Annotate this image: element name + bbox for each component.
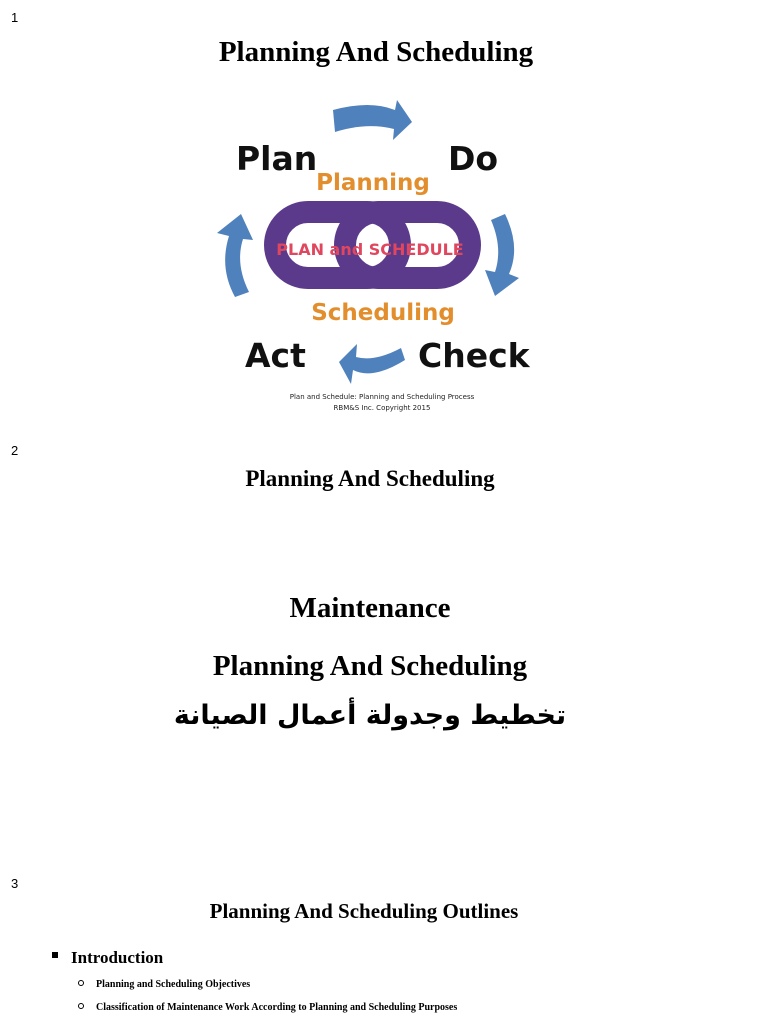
bullet-introduction	[52, 948, 163, 968]
arrow-left-icon	[217, 214, 253, 297]
label-check: Check	[418, 336, 530, 375]
circle-bullet-icon	[78, 980, 84, 986]
square-bullet-icon	[52, 952, 58, 958]
sub-bullet-objectives	[78, 979, 250, 990]
sub-bullet-label: Classification of Maintenance Work According to Planning and Scheduling Purposes	[96, 1002, 458, 1013]
pdca-diagram	[205, 92, 545, 422]
arrow-top-icon	[333, 100, 412, 140]
slide-number-1: 1	[11, 10, 19, 25]
slide-number-2: 2	[11, 443, 19, 458]
slide-2-arabic-title: تخطيط وجدولة أعمال الصيانة	[173, 700, 567, 731]
sub-bullet-label: Planning and Scheduling Objectives	[96, 979, 251, 990]
slide-number-3: 3	[11, 876, 19, 891]
arrow-right-icon	[485, 214, 519, 296]
slide-2-heading-line1: Maintenance	[289, 592, 451, 624]
slide-1-title: Planning And Scheduling	[218, 36, 534, 68]
diagram-caption-1: Plan and Schedule: Planning and Scheduling Process	[289, 393, 475, 401]
label-plan: Plan	[236, 139, 318, 178]
label-do: Do	[448, 139, 499, 178]
label-plan-and-schedule: PLAN and SCHEDULE	[276, 240, 464, 259]
slide-2-heading-line2: Planning And Scheduling	[212, 650, 528, 682]
slide-3-title: Planning And Scheduling Outlines	[209, 899, 519, 923]
bullet-introduction-label: Introduction	[71, 948, 164, 967]
label-act: Act	[245, 336, 306, 375]
label-planning: Planning	[316, 170, 430, 196]
circle-bullet-icon	[78, 1003, 84, 1009]
arrow-bottom-icon	[339, 344, 405, 384]
label-scheduling: Scheduling	[311, 300, 455, 326]
diagram-caption-2: RBM&S Inc. Copyright 2015	[333, 404, 431, 412]
sub-bullet-classification	[78, 1002, 457, 1013]
slide-2-title: Planning And Scheduling	[245, 466, 495, 491]
